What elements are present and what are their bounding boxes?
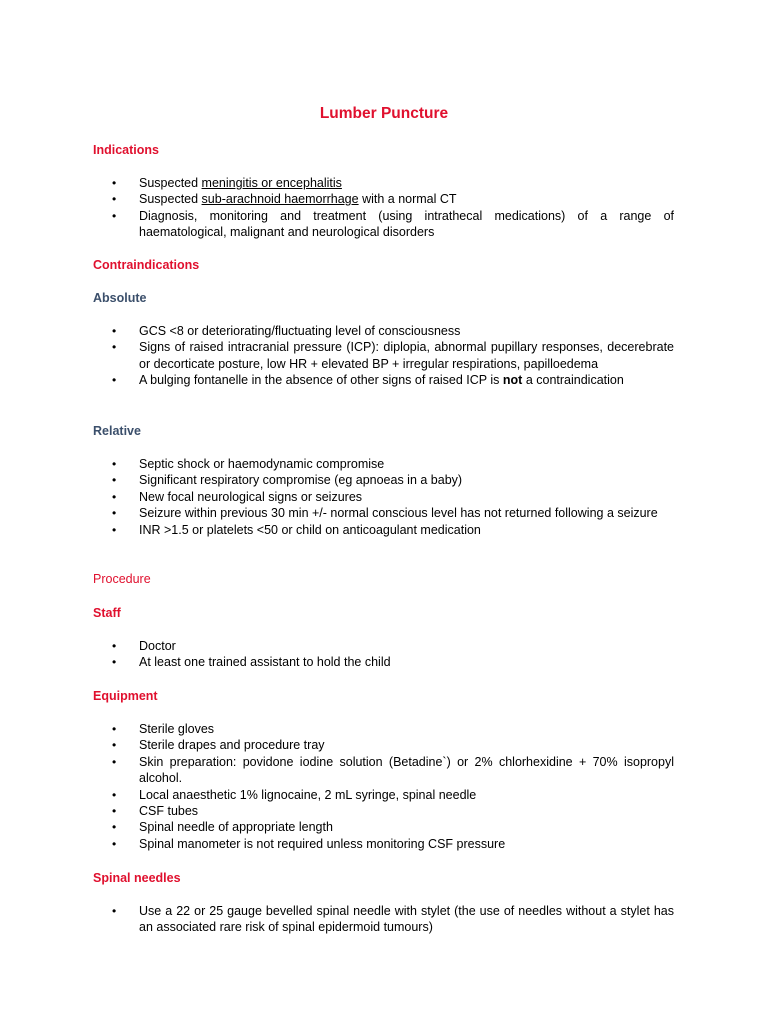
list-item: • CSF tubes	[112, 804, 199, 819]
list-item: • Seizure within previous 30 min +/- normal conscious level has not returned following a seizure	[112, 506, 658, 521]
list-item: • Skin preparation: povidone iodine solution (Betadine`) or 2% chlorhexidine + 70% isopropyl alcohol.	[112, 754, 674, 786]
list-item: • Suspected sub-arachnoid haemorrhage with a normal CT	[112, 192, 457, 207]
bullet-icon: •	[112, 208, 117, 223]
list-item: • Local anaesthetic 1% lignocaine, 2 mL syringe, spinal needle	[112, 787, 477, 802]
bullet-icon: •	[112, 738, 117, 753]
list-item: • Diagnosis, monitoring and treatment (using intrathecal medications) of a range of haematological, malignant and neurological disorders	[112, 208, 674, 240]
bullet-icon: •	[112, 176, 117, 190]
relative-list	[0, 456, 768, 538]
bullet-icon: •	[112, 904, 117, 918]
bullet-icon: •	[112, 522, 117, 537]
list-item: • Sterile gloves	[112, 722, 215, 736]
page-title: Lumber Puncture	[319, 105, 449, 122]
bullet-icon: •	[112, 340, 117, 355]
underlined-text: meningitis or encephalitis	[201, 176, 342, 190]
bullet-icon: •	[112, 820, 117, 835]
bullet-icon: •	[112, 324, 117, 338]
staff-list	[0, 638, 768, 671]
bullet-icon: •	[112, 754, 117, 769]
list-item: • INR >1.5 or platelets <50 or child on anticoagulant medication	[112, 522, 481, 537]
emphasis-text: not	[502, 373, 523, 388]
list-item: • New focal neurological signs or seizures	[112, 489, 363, 504]
bullet-icon: •	[112, 639, 117, 653]
list-item: • Suspected meningitis or encephalitis	[112, 176, 342, 190]
equipment-list	[0, 721, 768, 852]
equipment-heading: Equipment	[93, 689, 158, 703]
spinal-needles-list	[0, 903, 768, 936]
list-item: • Doctor	[112, 639, 176, 653]
list-item: • A bulging fontanelle in the absence of other signs of raised ICP is not a contraindication	[112, 373, 624, 388]
bullet-icon: •	[112, 473, 117, 488]
relative-heading: Relative	[93, 424, 141, 438]
list-item: • Signs of raised intracranial pressure (ICP): diplopia, abnormal pupillary responses, decerebrate or decorticate posture, low HR + elevated BP + irregular respirations, papilloedema	[112, 340, 674, 371]
list-item: • Sterile drapes and procedure tray	[112, 738, 325, 753]
bullet-icon: •	[112, 457, 117, 471]
absolute-list	[0, 323, 768, 389]
list-item: • Septic shock or haemodynamic compromise	[112, 457, 385, 471]
spinal-needles-heading: Spinal needles	[93, 871, 181, 885]
bullet-icon: •	[112, 722, 117, 736]
absolute-heading: Absolute	[93, 291, 147, 305]
bullet-icon: •	[112, 655, 117, 670]
indications-heading: Indications	[93, 143, 159, 157]
list-item: • Spinal needle of appropriate length	[112, 820, 333, 835]
bullet-icon: •	[112, 787, 117, 802]
bullet-icon: •	[112, 489, 117, 504]
bullet-icon: •	[112, 804, 117, 819]
bullet-icon: •	[112, 506, 117, 521]
contraindications-heading: Contraindications	[93, 258, 200, 272]
indications-list	[0, 175, 768, 241]
list-item: • Significant respiratory compromise (eg apnoeas in a baby)	[112, 473, 463, 488]
bullet-icon: •	[112, 373, 117, 388]
bullet-icon: •	[112, 192, 117, 207]
list-item: • At least one trained assistant to hold the child	[112, 655, 391, 670]
bullet-icon: •	[112, 836, 117, 851]
procedure-heading: Procedure	[93, 572, 151, 586]
list-item: • Spinal manometer is not required unless monitoring CSF pressure	[112, 836, 506, 851]
list-item: • GCS <8 or deteriorating/fluctuating level of consciousness	[112, 324, 461, 338]
staff-heading: Staff	[93, 606, 121, 620]
underlined-text: sub-arachnoid haemorrhage	[201, 192, 359, 207]
list-item: • Use a 22 or 25 gauge bevelled spinal needle with stylet (the use of needles without a stylet has an associated rare risk of spinal epidermoid tumours)	[112, 904, 674, 935]
